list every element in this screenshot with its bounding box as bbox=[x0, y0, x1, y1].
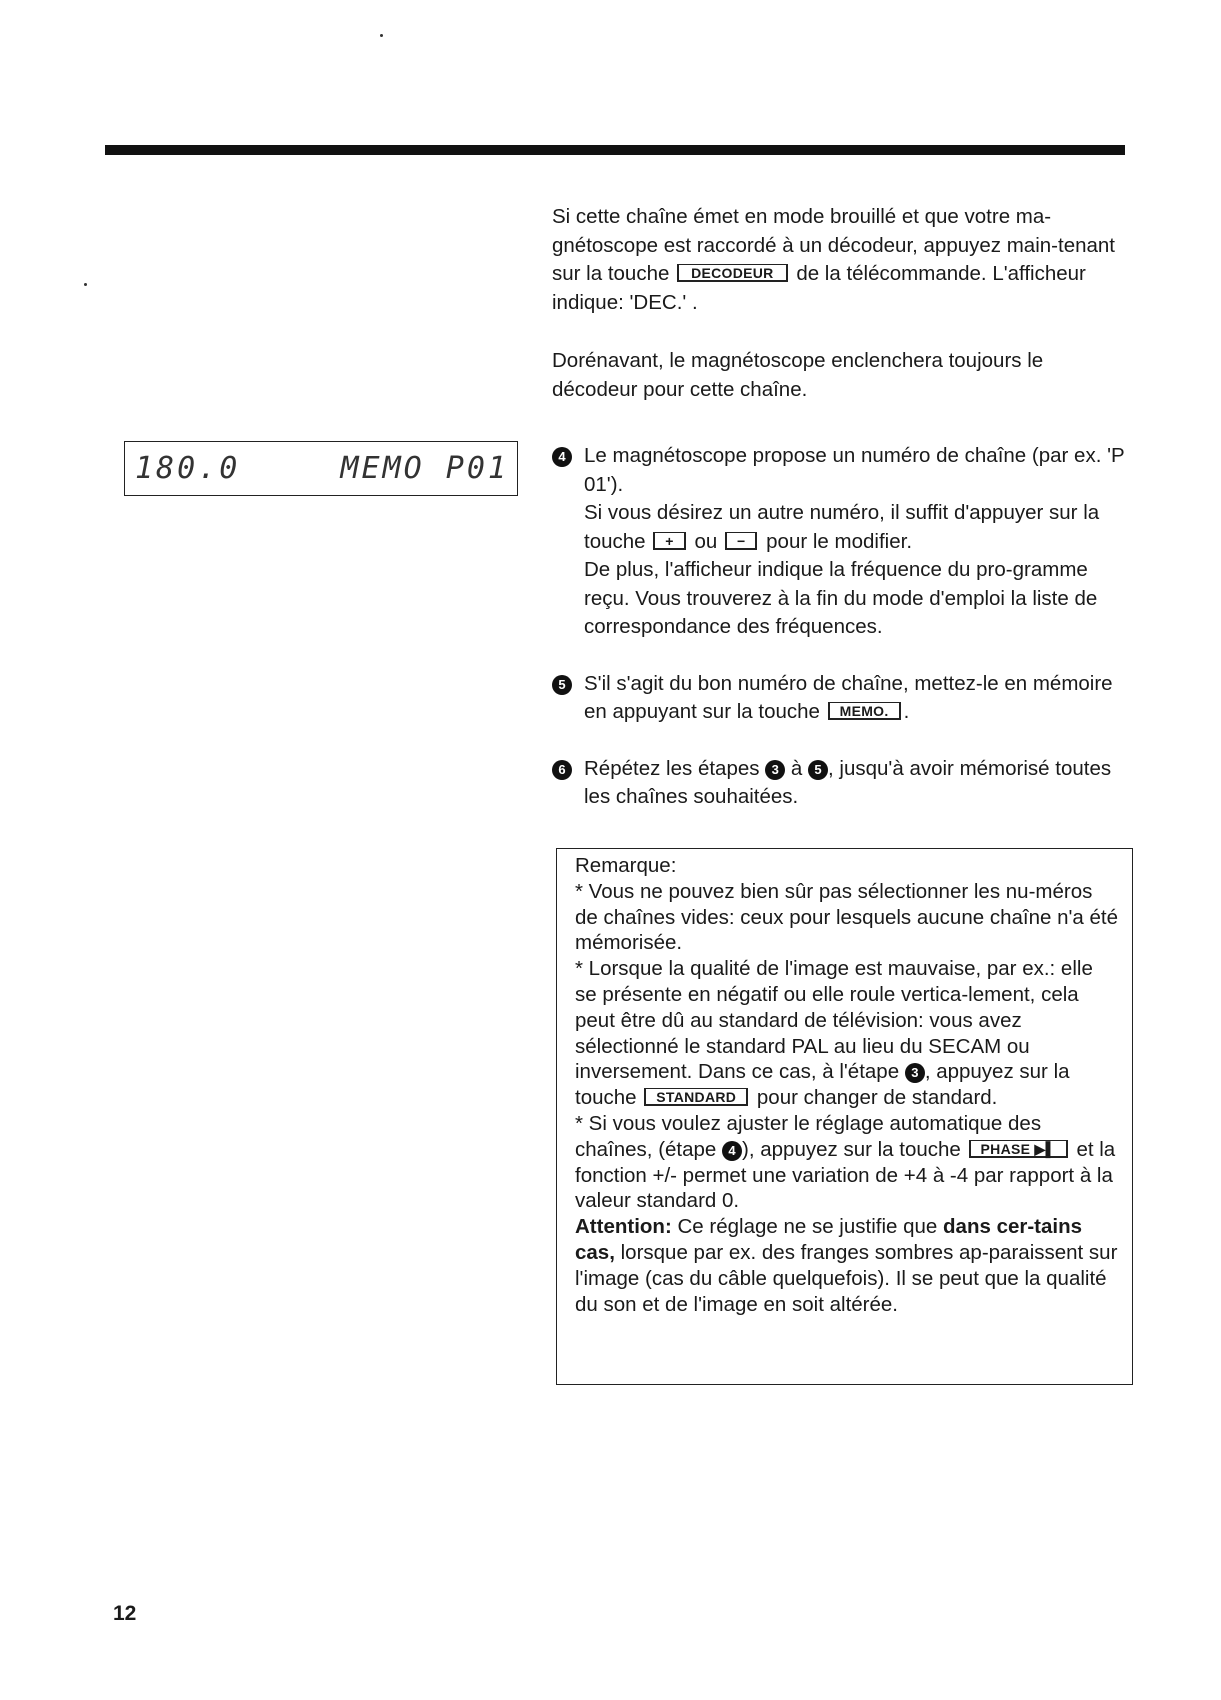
scan-speck bbox=[380, 34, 383, 37]
step-5 bbox=[552, 670, 1127, 727]
standard-button: STANDARD bbox=[644, 1088, 748, 1106]
minus-button: − bbox=[725, 532, 757, 550]
step-number-icon: 6 bbox=[552, 760, 572, 780]
step-5-text bbox=[584, 670, 1127, 727]
remark-box bbox=[556, 848, 1133, 1385]
step-4-text: Si vous désirez un autre numéro, il suffit d'appuyer sur la touche bbox=[584, 501, 1100, 553]
page-number: 12 bbox=[113, 1602, 137, 1625]
remark-title: Remarque: bbox=[575, 854, 677, 877]
lcd-memo: MEMO P01 bbox=[340, 451, 509, 486]
remark-item-2-end: pour changer de standard. bbox=[756, 1086, 998, 1110]
lcd-display bbox=[124, 441, 518, 496]
lcd-frequency: 180.0 bbox=[135, 451, 241, 486]
steps-section bbox=[552, 442, 1127, 812]
remark-item-3 bbox=[575, 1111, 1120, 1214]
step-4 bbox=[552, 442, 1127, 642]
intro-section bbox=[552, 203, 1127, 404]
remark-attention bbox=[575, 1214, 1120, 1317]
remark-item-2-mid: , appuyez sur la touche bbox=[575, 1060, 1070, 1110]
phase-button: PHASE ▶▌ bbox=[969, 1140, 1068, 1158]
step-6-text bbox=[584, 755, 1127, 812]
step-6-text-start: Répétez les étapes bbox=[584, 756, 760, 780]
step-number-icon: 5 bbox=[552, 675, 572, 695]
step-6-text-end: , jusqu'à avoir mémorisé toutes les chaînes souhaitées. bbox=[584, 756, 1112, 808]
step-6-a: à bbox=[790, 756, 803, 780]
plus-button: + bbox=[653, 532, 685, 550]
remark-item-3-end: et la fonction +/- permet une variation de +4 à -4 par rapport à la valeur standard 0. bbox=[575, 1137, 1116, 1213]
intro-paragraph bbox=[552, 203, 1127, 317]
step-5-period: . bbox=[903, 700, 910, 723]
attention-text: Ce réglage ne se justifie que bbox=[677, 1215, 938, 1239]
step-4-line1: Le magnétoscope propose un numéro de chaîne (par ex. 'P 01'). bbox=[584, 444, 1125, 496]
step-6 bbox=[552, 755, 1127, 812]
step-ref-icon: 4 bbox=[722, 1141, 742, 1161]
step-5-text-start: S'il s'agit du bon numéro de chaîne, mettez-le en mémoire en appuyant sur la touche bbox=[584, 671, 1113, 723]
step-4-text-end: pour le modifier. bbox=[766, 529, 913, 553]
remark-item-1: * Vous ne pouvez bien sûr pas sélectionner les nu-méros de chaînes vides: ceux pour lesquels aucune chaîne n'a été mémorisée. bbox=[575, 879, 1118, 955]
scan-speck bbox=[84, 283, 87, 286]
step-4-line2 bbox=[584, 499, 1127, 556]
step-ref-icon: 3 bbox=[905, 1063, 925, 1083]
top-rule bbox=[105, 145, 1125, 155]
step-number-icon: 4 bbox=[552, 447, 572, 467]
remark-item-2 bbox=[575, 956, 1120, 1111]
remark-item-2-text: * Lorsque la qualité de l'image est mauvaise, par ex.: elle se présente en négatif ou elle roule vertica-lement, cela peut être dû au standard de télévision: vous avez sélectionné le standard PAL au lieu du SECAM ou inversement. Dans ce cas, à l'étape bbox=[575, 957, 1093, 1084]
step-ref-icon: 3 bbox=[765, 760, 785, 780]
intro-paragraph-2: Dorénavant, le magnétoscope enclenchera toujours le décodeur pour cette chaîne. bbox=[552, 349, 1044, 401]
step-4-line3: De plus, l'afficheur indique la fréquence du pro-gramme reçu. Vous trouverez à la fin du mode d'emploi la liste de correspondance des fréquences. bbox=[584, 558, 1098, 638]
remark-item-3-mid: ), appuyez sur la touche bbox=[742, 1137, 961, 1161]
remark-item-3-text: * Si vous voulez ajuster le réglage automatique des chaînes, (étape bbox=[575, 1111, 1042, 1161]
attention-label: Attention: bbox=[575, 1215, 672, 1239]
intro-text-end: de la télécommande. L'afficheur indique: 'DEC.' . bbox=[552, 262, 1086, 314]
attention-bold: dans cer-tains cas, bbox=[575, 1215, 1083, 1264]
attention-text-end: lorsque par ex. des franges sombres ap-paraissent sur l'image (cas du câble quelquefois). Il se peut que la qualité du son et de l'image en soit altérée. bbox=[575, 1240, 1118, 1316]
memo-button: MEMO. bbox=[828, 702, 901, 720]
intro-text: Si cette chaîne émet en mode brouillé et que votre ma-gnétoscope est raccordé à un décodeur, appuyez main-tenant sur la touche bbox=[552, 205, 1115, 285]
step-4-or: ou bbox=[694, 529, 718, 553]
step-ref-icon: 5 bbox=[808, 760, 828, 780]
decodeur-button: DECODEUR bbox=[677, 264, 788, 282]
